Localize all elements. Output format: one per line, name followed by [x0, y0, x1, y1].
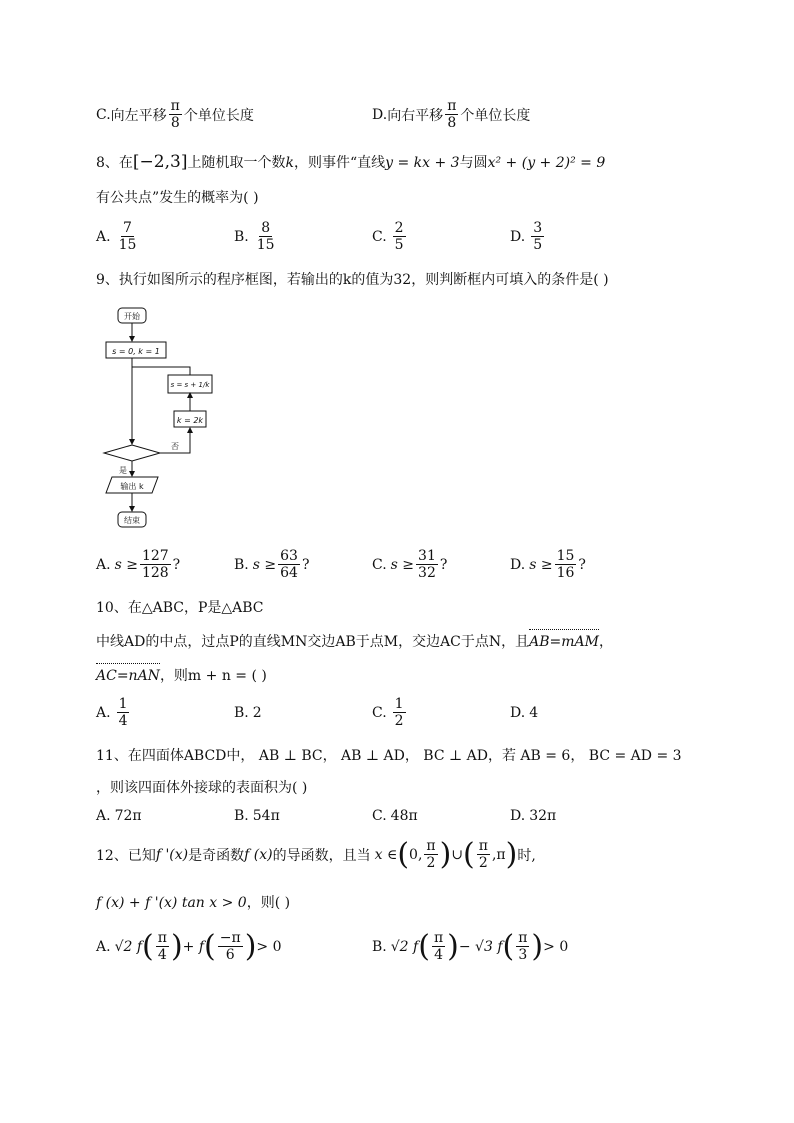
- option-label: D.: [510, 705, 526, 721]
- q7-option-d: [372, 98, 530, 131]
- option-label: C.: [372, 556, 387, 573]
- flow-yes-label: 是: [119, 466, 127, 475]
- option-label: A.: [96, 808, 111, 824]
- flow-init-text: s = 0, k = 1: [112, 347, 160, 356]
- question-text: 12、已知: [96, 847, 156, 864]
- option-value: 72π: [114, 808, 142, 824]
- option-label: D.: [510, 556, 526, 573]
- fraction: [416, 548, 438, 581]
- q8-stem-line2: 有公共点”发生的概率为( ): [96, 190, 259, 206]
- option-suffix: ?: [578, 556, 586, 573]
- fraction-numerator: π: [433, 930, 444, 946]
- math-interval: 0,: [409, 846, 423, 863]
- paren-close: ): [531, 928, 544, 964]
- q11-option-c: [372, 808, 418, 824]
- paren-close: ): [170, 928, 183, 964]
- q7-option-c: [96, 98, 254, 131]
- paren-close: ): [447, 928, 459, 964]
- vector-equation: AB=mAM: [529, 634, 600, 650]
- flow-decision-diamond: [104, 445, 160, 461]
- flow-no-label: 否: [171, 442, 179, 451]
- flow-end-text: 结束: [124, 516, 140, 525]
- fraction-denominator: 6: [225, 947, 235, 963]
- q10-option-c: [372, 696, 408, 729]
- question-text: ，则事件“直线: [293, 155, 386, 171]
- fraction-denominator: 16: [556, 565, 575, 581]
- question-text: ，则m + n = ( ): [159, 668, 267, 684]
- fraction-numerator: π: [170, 98, 180, 114]
- math-expr: √2 f: [114, 938, 143, 955]
- fraction: [516, 930, 529, 963]
- fraction: [117, 696, 130, 729]
- math-union: ∪: [451, 846, 464, 863]
- fraction-denominator: 4: [118, 713, 128, 729]
- option-label: C.: [96, 106, 111, 123]
- option-label: A.: [96, 704, 111, 721]
- question-text: 与圆: [459, 155, 488, 171]
- option-prefix: s ≥: [390, 556, 415, 573]
- q11-stem-line1: 11、在四面体ABCD中， AB ⊥ BC， AB ⊥ AD， BC ⊥ AD，若 AB = 6， BC = AD = 3: [96, 748, 682, 764]
- flow-output-text: 输出 k: [120, 482, 144, 491]
- fraction-denominator: 8: [447, 115, 457, 131]
- fraction-denominator: 5: [394, 237, 404, 253]
- fraction-numerator: 2: [394, 220, 404, 236]
- option-prefix: s ≥: [114, 556, 138, 573]
- option-label: D.: [510, 808, 526, 824]
- fraction-denominator: 15: [256, 237, 275, 253]
- option-value: 32π: [529, 808, 557, 824]
- option-label: A.: [96, 938, 111, 955]
- math-expr: + f: [182, 938, 205, 955]
- q9-option-a: [96, 548, 180, 581]
- option-label: B.: [234, 556, 249, 573]
- q8-option-b: [234, 220, 279, 253]
- option-prefix: s ≥: [252, 556, 277, 573]
- fraction-denominator: 128: [141, 565, 169, 581]
- fraction-denominator: 2: [426, 855, 436, 871]
- fraction: [278, 548, 300, 581]
- fraction-numerator: 8: [261, 220, 271, 236]
- fraction-denominator: 3: [518, 947, 528, 963]
- math-expr: − √3 f: [458, 938, 503, 955]
- paren-open: (: [397, 836, 410, 872]
- paren-open: (: [418, 928, 430, 964]
- q8-option-c: [372, 220, 408, 253]
- q8-stem-line1: [96, 152, 605, 173]
- q10-stem-line3: [96, 666, 267, 686]
- option-suffix: ?: [172, 556, 181, 573]
- math-inequality: f (x) + f '(x) tan x > 0: [96, 895, 247, 911]
- q10-stem-line2: [96, 632, 613, 652]
- flow-update-s-text: s = s + 1/k: [170, 381, 210, 389]
- flow-loop-line: [132, 367, 190, 375]
- q10-option-b: [234, 705, 262, 721]
- fraction-denominator: 15: [118, 237, 137, 253]
- fraction-numerator: 7: [123, 220, 132, 236]
- fraction-numerator: π: [157, 930, 167, 946]
- fraction-denominator: 64: [280, 565, 298, 581]
- paren-open: (: [502, 928, 515, 964]
- q12-stem-line1: [96, 838, 536, 871]
- fraction-numerator: π: [447, 98, 457, 114]
- math-function: f (x): [244, 846, 273, 863]
- fraction: [432, 930, 445, 963]
- option-label: D.: [372, 106, 388, 123]
- fraction-denominator: 2: [478, 855, 488, 871]
- q9-flowchart: [96, 300, 226, 540]
- fraction: [424, 838, 437, 871]
- math-circle-equation: x² + (y + 2)² = 9: [487, 155, 606, 171]
- option-label: B.: [234, 705, 249, 721]
- q12-stem-line2: [96, 893, 290, 913]
- paren-close: ): [244, 928, 257, 964]
- fraction: [393, 220, 406, 253]
- math-derivative: f '(x): [155, 846, 189, 863]
- fraction: [393, 696, 406, 729]
- q10-option-d: [510, 705, 538, 721]
- option-text: 个单位长度: [460, 107, 531, 124]
- fraction-denominator: 5: [533, 237, 543, 253]
- fraction-numerator: 3: [533, 220, 543, 236]
- fraction-numerator: 63: [280, 548, 298, 564]
- option-label: A.: [96, 556, 111, 573]
- fraction-denominator: 8: [170, 115, 180, 131]
- math-interval: ,π: [491, 846, 506, 863]
- option-text: 向左平移: [110, 107, 167, 124]
- option-label: C.: [372, 808, 387, 824]
- option-prefix: s ≥: [529, 556, 553, 573]
- paren-open: (: [204, 928, 216, 964]
- option-label: D.: [510, 228, 526, 245]
- fraction: [218, 930, 243, 963]
- q12-option-b: [372, 930, 568, 963]
- question-text: 是奇函数: [188, 847, 245, 864]
- option-value: 48π: [390, 808, 418, 824]
- q10-stem-line1: 10、在△ABC，P是△ABC: [96, 600, 264, 616]
- fraction: [555, 548, 577, 581]
- fraction: [255, 220, 277, 253]
- fraction-denominator: 32: [418, 565, 436, 581]
- option-value: 4: [529, 705, 539, 721]
- math-variable: k: [285, 155, 294, 171]
- option-text: 个单位长度: [183, 107, 254, 124]
- q8-option-d: [510, 220, 546, 253]
- fraction: [117, 220, 139, 253]
- vector-equation: AC=nAN: [96, 668, 160, 684]
- q9-stem: 9、执行如图所示的程序框图，若输出的k的值为32，则判断框内可填入的条件是( ): [96, 272, 609, 288]
- question-text: 8、在: [96, 155, 133, 171]
- math-expr: √2 f: [390, 938, 419, 955]
- math-expr: > 0: [256, 938, 282, 955]
- paren-open: (: [142, 928, 154, 964]
- question-text: 的导函数，且当: [272, 847, 371, 864]
- q9-option-d: [510, 548, 586, 581]
- fraction: [477, 838, 490, 871]
- option-label: A.: [96, 228, 111, 245]
- q11-option-d: [510, 808, 556, 824]
- paren-close: ): [505, 836, 518, 872]
- option-label: B.: [234, 228, 249, 245]
- fraction-numerator: 1: [118, 696, 128, 712]
- q11-stem-line2: ，则该四面体外接球的表面积为( ): [96, 780, 308, 796]
- option-label: B.: [234, 808, 249, 824]
- option-suffix: ?: [439, 556, 448, 573]
- flow-start-text: 开始: [124, 312, 140, 321]
- math-expr: > 0: [543, 938, 569, 955]
- math-interval: [−2,3]: [132, 152, 188, 172]
- option-label: C.: [372, 228, 387, 245]
- fraction: [156, 930, 169, 963]
- fraction-numerator: π: [426, 838, 436, 854]
- fraction: [140, 548, 171, 581]
- fraction-denominator: 4: [157, 947, 167, 963]
- math-line-equation: y = kx + 3: [385, 155, 460, 171]
- fraction-numerator: 1: [394, 696, 404, 712]
- paren-open: (: [463, 836, 475, 872]
- question-text: 上随机取一个数: [187, 155, 286, 171]
- fraction-denominator: 4: [434, 947, 443, 963]
- fraction-denominator: 2: [394, 713, 404, 729]
- option-label: B.: [372, 938, 387, 955]
- fraction-numerator: 15: [556, 548, 575, 564]
- fraction-numerator: 127: [141, 548, 169, 564]
- fraction: [531, 220, 544, 253]
- q12-option-a: [96, 930, 282, 963]
- question-text: ，: [599, 634, 614, 650]
- question-text: ，则( ): [246, 895, 291, 911]
- question-text: 中线AD的中点，过点P的直线MN交边AB于点M，交边AC于点N，且: [96, 634, 530, 650]
- option-text: 向右平移: [387, 107, 444, 124]
- fraction-numerator: π: [478, 838, 488, 854]
- fraction: [445, 98, 458, 131]
- q11-option-b: [234, 808, 280, 824]
- q9-option-b: [234, 548, 309, 581]
- option-suffix: ?: [301, 556, 310, 573]
- fraction-numerator: −π: [219, 930, 241, 946]
- q10-option-a: [96, 696, 131, 729]
- fraction-numerator: π: [518, 930, 528, 946]
- fraction: [169, 98, 182, 131]
- q9-option-c: [372, 548, 447, 581]
- flow-update-k-text: k = 2k: [176, 416, 204, 425]
- math-condition: x ∈: [374, 846, 398, 863]
- q8-option-a: [96, 220, 140, 253]
- question-text: 时,: [517, 847, 536, 864]
- paren-close: ): [439, 836, 452, 872]
- option-label: C.: [372, 704, 387, 721]
- option-value: 54π: [252, 808, 280, 824]
- q11-option-a: [96, 808, 142, 824]
- fraction-numerator: 31: [418, 548, 436, 564]
- option-value: 2: [252, 705, 262, 721]
